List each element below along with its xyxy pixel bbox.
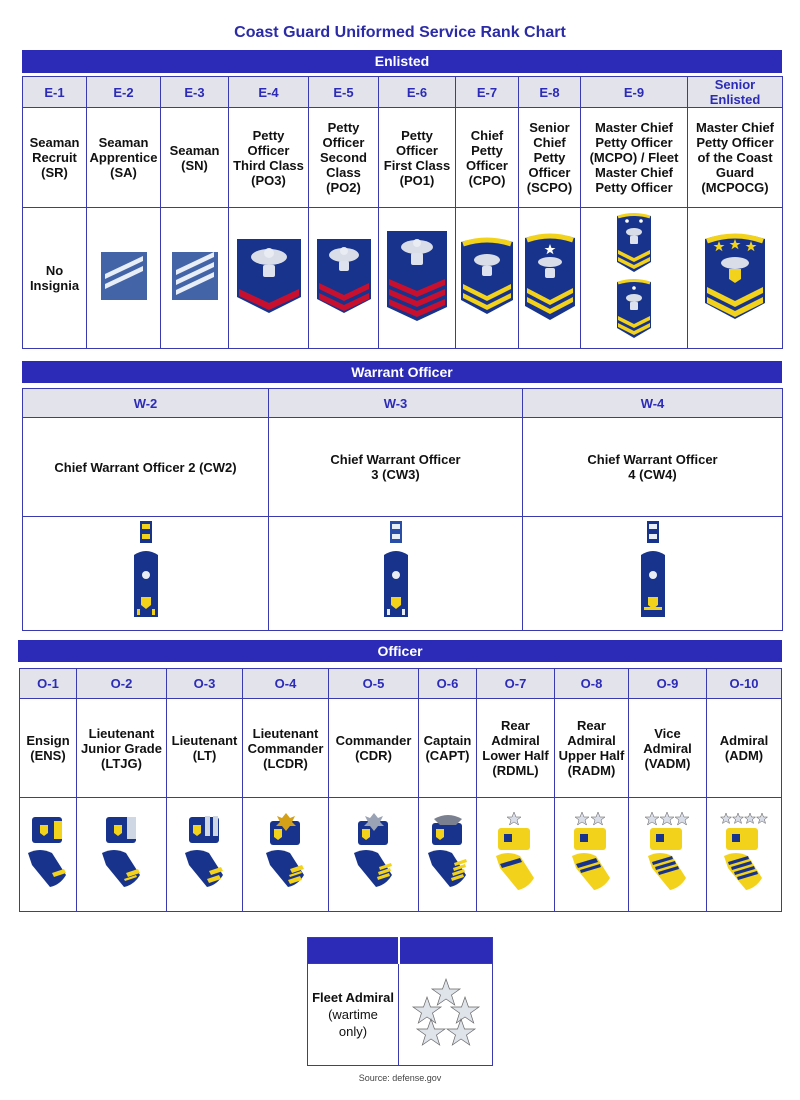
cpo-chevron-icon	[459, 236, 515, 316]
po2-chevron-icon	[315, 237, 373, 315]
enlisted-section-label: Enlisted	[374, 53, 430, 69]
rank-name-e2: Seaman Apprentice (SA)	[87, 108, 161, 208]
enlisted-section-bar	[22, 50, 782, 73]
warrant-table	[22, 388, 783, 631]
rank-name-e7: Chief Petty Officer (CPO)	[456, 108, 519, 208]
insignia-cw4	[523, 517, 783, 631]
fleet-admiral-header-right	[399, 938, 493, 964]
cdr-insignia-icon	[352, 813, 396, 891]
grade-o9: O-9	[629, 669, 707, 699]
insignia-o1	[20, 798, 77, 912]
insignia-e4	[229, 208, 309, 349]
seaman-stripes-icon	[172, 252, 218, 300]
insignia-o10	[707, 798, 782, 912]
grade-e8: E-8	[519, 77, 581, 108]
grade-w3: W-3	[269, 389, 523, 418]
rank-name-mcpocg: Master Chief Petty Officer of the Coast Guard (MCPOCG)	[688, 108, 783, 208]
po1-chevron-icon	[385, 229, 449, 323]
mcpo-chevron-pair-icon	[616, 212, 652, 340]
insignia-cw3	[269, 517, 523, 631]
warrant-section-label: Warrant Officer	[351, 364, 453, 380]
rank-name-lt: Lieutenant (LT)	[167, 699, 243, 798]
rank-name-radm: Rear Admiral Upper Half (RADM)	[555, 699, 629, 798]
vadm-insignia-icon	[644, 812, 692, 892]
five-star-circle-icon	[411, 977, 481, 1047]
ensign-insignia-icon	[26, 813, 70, 891]
po3-chevron-icon	[235, 237, 303, 315]
rank-name-adm: Admiral (ADM)	[707, 699, 782, 798]
lt-insignia-icon	[183, 813, 227, 891]
grade-senior-enlisted: Senior Enlisted	[688, 77, 783, 108]
insignia-o7	[477, 798, 555, 912]
grade-o8: O-8	[555, 669, 629, 699]
insignia-cw2	[23, 517, 269, 631]
cw4-shoulder-board-icon	[637, 521, 669, 621]
rank-name-lcdr: Lieutenant Commander (LCDR)	[243, 699, 329, 798]
insignia-e3	[161, 208, 229, 349]
grade-e4: E-4	[229, 77, 309, 108]
insignia-o8	[555, 798, 629, 912]
warrant-section-bar	[22, 361, 782, 383]
grade-o1: O-1	[20, 669, 77, 699]
officer-section-label: Officer	[377, 643, 423, 659]
grade-e6: E-6	[379, 77, 456, 108]
grade-e2: E-2	[87, 77, 161, 108]
fleet-admiral-table	[307, 937, 493, 1066]
grade-o10: O-10	[707, 669, 782, 699]
seaman-apprentice-stripes-icon	[101, 252, 147, 300]
insignia-o6	[419, 798, 477, 912]
insignia-o9	[629, 798, 707, 912]
rank-name-cdr: Commander (CDR)	[329, 699, 419, 798]
insignia-e2	[87, 208, 161, 349]
grade-o6: O-6	[419, 669, 477, 699]
insignia-fleet-admiral	[399, 964, 493, 1066]
rank-name-e9: Master Chief Petty Officer (MCPO) / Fleet Master Chief Petty Officer	[581, 108, 688, 208]
insignia-e6	[379, 208, 456, 349]
rank-name-e4: Petty Officer Third Class (PO3)	[229, 108, 309, 208]
rank-name-cw4: Chief Warrant Officer 4 (CW4)	[523, 418, 783, 517]
grade-w2: W-2	[23, 389, 269, 418]
grade-o5: O-5	[329, 669, 419, 699]
fleet-admiral-note: (wartime only)	[328, 1007, 378, 1039]
rank-name-e5: Petty Officer Second Class (PO2)	[309, 108, 379, 208]
rdml-insignia-icon	[492, 812, 540, 892]
insignia-mcpocg	[688, 208, 783, 349]
fleet-admiral-name: Fleet Admiral	[312, 990, 394, 1005]
grade-e5: E-5	[309, 77, 379, 108]
mcpocg-chevron-icon	[703, 231, 767, 321]
grade-e9: E-9	[581, 77, 688, 108]
source-note: Source: defense.gov	[358, 1073, 442, 1083]
rank-name-rdml: Rear Admiral Lower Half (RDML)	[477, 699, 555, 798]
page-title: Coast Guard Uniformed Service Rank Chart	[234, 24, 566, 41]
insignia-o2	[77, 798, 167, 912]
cw2-shoulder-board-icon	[130, 521, 162, 621]
rank-name-cw3: Chief Warrant Officer 3 (CW3)	[269, 418, 523, 517]
enlisted-table	[22, 76, 783, 349]
rank-name-vadm: Vice Admiral (VADM)	[629, 699, 707, 798]
insignia-e8	[519, 208, 581, 349]
ltjg-insignia-icon	[100, 813, 144, 891]
grade-o7: O-7	[477, 669, 555, 699]
insignia-e9	[581, 208, 688, 349]
rank-name-e6: Petty Officer First Class (PO1)	[379, 108, 456, 208]
rank-name-ens: Ensign (ENS)	[20, 699, 77, 798]
grade-o3: O-3	[167, 669, 243, 699]
insignia-e5	[309, 208, 379, 349]
radm-insignia-icon	[568, 812, 616, 892]
grade-e1: E-1	[23, 77, 87, 108]
rank-name-e1: Seaman Recruit (SR)	[23, 108, 87, 208]
lcdr-insignia-icon	[264, 813, 308, 891]
rank-name-ltjg: Lieutenant Junior Grade (LTJG)	[77, 699, 167, 798]
grade-o2: O-2	[77, 669, 167, 699]
fleet-admiral-header-left	[308, 938, 399, 964]
insignia-o3	[167, 798, 243, 912]
insignia-o5	[329, 798, 419, 912]
grade-e7: E-7	[456, 77, 519, 108]
officer-table	[19, 668, 782, 912]
no-insignia-label: No Insignia	[23, 208, 87, 349]
officer-section-bar	[18, 640, 782, 662]
grade-e3: E-3	[161, 77, 229, 108]
rank-name-capt: Captain (CAPT)	[419, 699, 477, 798]
cw3-shoulder-board-icon	[380, 521, 412, 621]
insignia-o4	[243, 798, 329, 912]
rank-name-e3: Seaman (SN)	[161, 108, 229, 208]
fleet-admiral-name-cell	[308, 964, 399, 1066]
grade-o4: O-4	[243, 669, 329, 699]
adm-insignia-icon	[720, 812, 768, 892]
capt-insignia-icon	[426, 813, 470, 891]
scpo-chevron-icon	[523, 230, 577, 322]
insignia-e7	[456, 208, 519, 349]
rank-name-e8: Senior Chief Petty Officer (SCPO)	[519, 108, 581, 208]
rank-name-cw2: Chief Warrant Officer 2 (CW2)	[23, 418, 269, 517]
grade-w4: W-4	[523, 389, 783, 418]
